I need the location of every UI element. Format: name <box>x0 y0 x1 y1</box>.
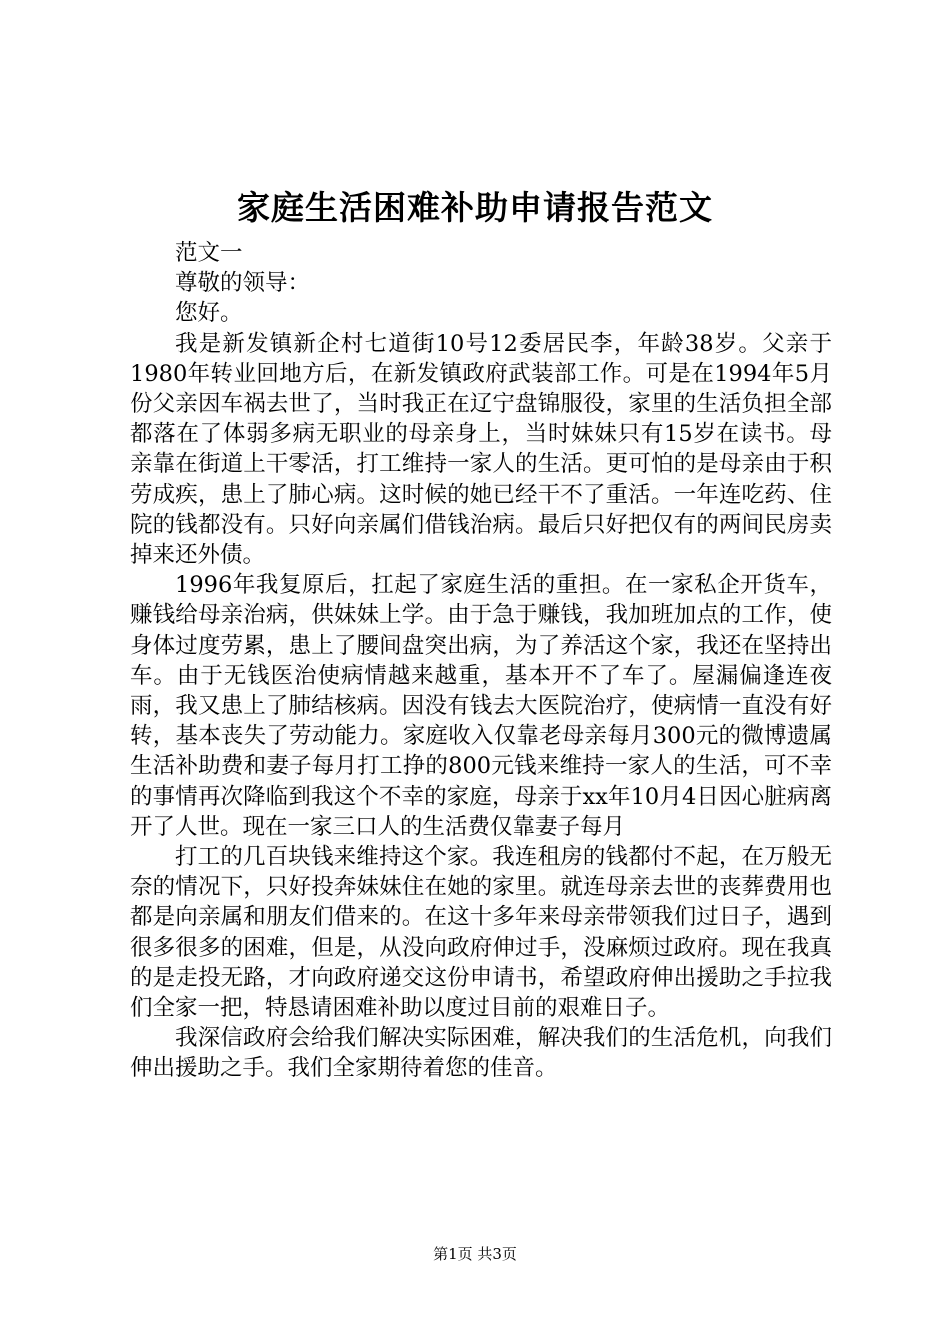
paragraph-salutation: 尊敬的领导： <box>175 270 311 297</box>
paragraph-closing: 我深信政府会给我们解决实际困难，解决我们的生活危机，向我们伸出援助之手。我们全家期待着您的佳音。 <box>130 1025 832 1082</box>
page-number-footer: 第1页 共3页 <box>433 1245 517 1263</box>
document-title: 家庭生活困难补助申请报告范文 <box>237 188 713 227</box>
document-body <box>130 238 832 1084</box>
paragraph-heading: 范文一 <box>175 240 243 266</box>
paragraph-background: 我是新发镇新企村七道街10号12委居民李，年龄38岁。父亲于1980年转业回地方后，在新发镇政府武装部工作。可是在1994年5月份父亲因车祸去世了，当时我正在辽宁盘锦服役，家里的生活负担全部都落在了体弱多病无职业的母亲身上，当时妹妹只有15岁在读书。母亲靠在街道上干零活，打工维持一家人的生活。更可怕的是母亲由于积劳成疾，患上了肺心病。这时候的她已经干不了重活。一年连吃药、住院的钱都没有。只好向亲属们借钱治病。最后只好把仅有的两间民房卖掉来还外债。 <box>130 330 832 569</box>
paragraph-greeting: 您好。 <box>175 300 243 327</box>
paragraph-request: 打工的几百块钱来维持这个家。我连租房的钱都付不起，在万般无奈的情况下，只好投奔妹妹住在她的家里。就连母亲去世的丧葬费用也都是向亲属和朋友们借来的。在这十多年来母亲带领我们过日子，遇到很多很多的困难，但是，从没向政府伸过手，没麻烦过政府。现在我真的是走投无路，才向政府递交这份申请书，希望政府伸出援助之手拉我们全家一把，特恳请困难补助以度过目前的艰难日子。 <box>130 844 832 1022</box>
paragraph-hardship: 1996年我复原后，扛起了家庭生活的重担。在一家私企开货车，赚钱给母亲治病，供妹妹上学。由于急于赚钱，我加班加点的工作，使身体过度劳累，患上了腰间盘突出病，为了养活这个家，我还在坚持出车。由于无钱医治使病情越来越重，基本开不了车了。屋漏偏逢连夜雨，我又患上了肺结核病。因没有钱去大医院治疗，使病情一直没有好转，基本丧失了劳动能力。家庭收入仅靠老母亲每月300元的微博遗属生活补助费和妻子每月打工挣的800元钱来维持一家人的生活，可不幸的事情再次降临到我这个不幸的家庭，母亲于xx年10月4日因心脏病离开了人世。现在一家三口人的生活费仅靠妻子每月 <box>130 572 832 840</box>
